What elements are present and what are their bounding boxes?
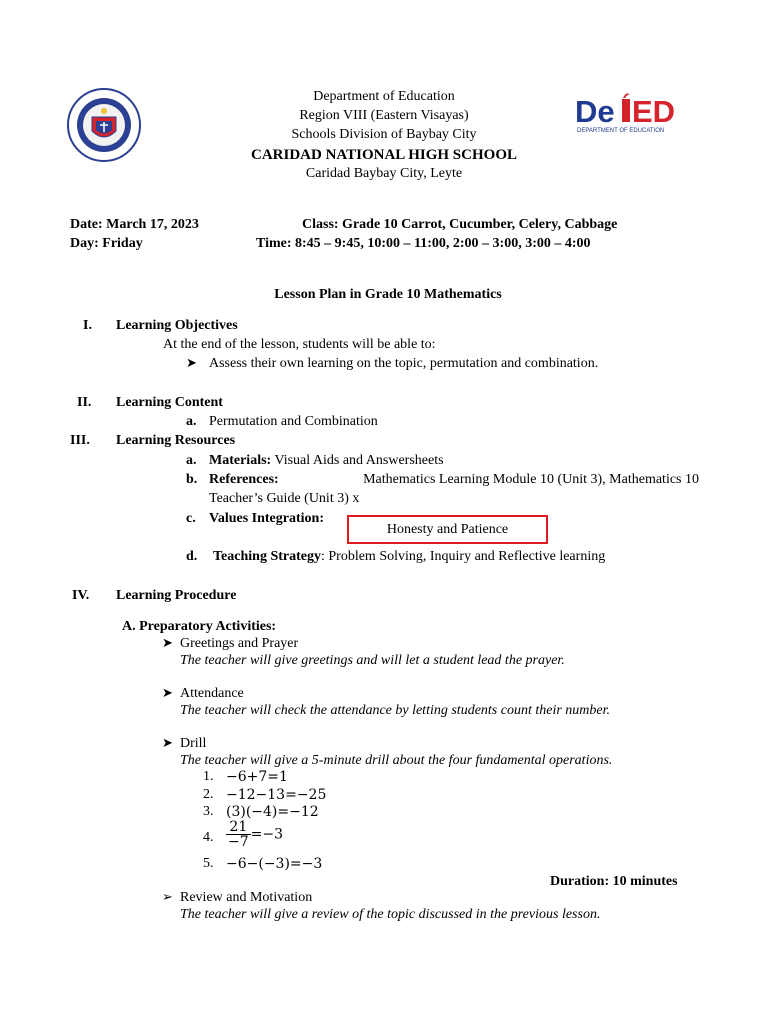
content-item-text: Permutation and Combination [209, 414, 378, 429]
drill-item-5-number: 5. [203, 856, 214, 871]
attendance-text: The teacher will check the attendance by letting students count their number. [180, 703, 611, 718]
drill-item-3-number: 3. [203, 804, 214, 819]
section-4-number: IV. [72, 588, 90, 603]
header-line-division: Schools Division of Baybay City [291, 127, 477, 142]
svg-text:De: De [575, 94, 615, 129]
svg-text:DEPARTMENT OF EDUCATION: DEPARTMENT OF EDUCATION [577, 128, 665, 134]
attendance-title: Attendance [180, 686, 244, 701]
arrow-bullet-icon: ➤ [186, 356, 197, 371]
objective-item: Assess their own learning on the topic, permutation and combination. [209, 356, 599, 371]
resource-b-line2: Teacher’s Guide (Unit 3) x [209, 491, 360, 506]
day-label: Day: Friday [70, 236, 143, 251]
greetings-title: Greetings and Prayer [180, 636, 299, 651]
header-line-region: Region VIII (Eastern Visayas) [299, 108, 469, 123]
drill-item-2-expression: −12−13=−25 [226, 787, 327, 803]
resource-b-label: b. [186, 472, 198, 487]
arrow-bullet-icon: ➤ [162, 686, 173, 701]
section-2-title: Learning Content [116, 395, 223, 410]
section-1-number: I. [83, 318, 92, 333]
greetings-text: The teacher will give greetings and will let a student lead the prayer. [180, 653, 565, 668]
drill-item-2-number: 2. [203, 787, 214, 802]
drill-item-4-number: 4. [203, 830, 214, 845]
drill-item-1-expression: −6+7=1 [226, 769, 288, 785]
section-3-number: III. [70, 433, 90, 448]
arrow-bullet-icon: ➢ [162, 890, 173, 905]
drill-item-3-expression: (3)(−4)=−12 [226, 804, 319, 820]
arrow-bullet-icon: ➤ [162, 736, 173, 751]
values-integration-box: Honesty and Patience [347, 515, 548, 544]
resource-d-label: d. [186, 549, 198, 564]
header-line-department: Department of Education [313, 89, 455, 104]
preparatory-activities-heading: A. Preparatory Activities: [122, 619, 277, 634]
duration-label: Duration: 10 minutes [550, 874, 678, 889]
lesson-title: Lesson Plan in Grade 10 Mathematics [274, 287, 502, 302]
fraction: $\frac{21}{-7}$ [228, 819, 249, 850]
resource-d-line: Teaching Strategy: Problem Solving, Inquiry and Reflective learning [213, 549, 606, 564]
drill-item-4-expression: $\frac{21}{-7}$ =−3 [228, 819, 284, 850]
review-title: Review and Motivation [180, 890, 313, 905]
review-text: The teacher will give a review of the topic discussed in the previous lesson. [180, 907, 601, 922]
content-item-label: a. [186, 414, 197, 429]
resource-a-label: a. [186, 453, 197, 468]
resource-a-line: Materials: Visual Aids and Answersheets [209, 453, 444, 468]
drill-text: The teacher will give a 5-minute drill about the four fundamental operations. [180, 753, 613, 768]
class-label: Class: Grade 10 Carrot, Cucumber, Celery, Cabbage [302, 217, 618, 232]
section-3-title: Learning Resources [116, 433, 236, 448]
section-2-number: II. [77, 395, 92, 410]
deped-logo [575, 90, 697, 134]
school-address: Caridad Baybay City, Leyte [305, 166, 463, 181]
objectives-intro: At the end of the lesson, students will be able to: [163, 337, 436, 352]
drill-item-1-number: 1. [203, 769, 214, 784]
school-name: CARIDAD NATIONAL HIGH SCHOOL [250, 147, 517, 163]
section-4-title: Learning Procedure [116, 588, 237, 603]
time-label: Time: 8:45 – 9:45, 10:00 – 11:00, 2:00 – 3:00, 3:00 – 4:00 [256, 236, 591, 251]
resource-b-line1: References: Mathematics Learning Module 10 (Unit 3), Mathematics 10 [209, 472, 699, 487]
date-label: Date: March 17, 2023 [70, 217, 199, 232]
drill-item-5-expression: −6−(−3)=−3 [226, 856, 323, 872]
svg-text:ED: ED [632, 94, 676, 129]
resource-c-label: c. [186, 511, 196, 526]
section-1-title: Learning Objectives [116, 318, 238, 333]
drill-title: Drill [180, 736, 207, 751]
values-integration-label: Values Integration: [209, 511, 324, 526]
arrow-bullet-icon: ➤ [162, 636, 173, 651]
